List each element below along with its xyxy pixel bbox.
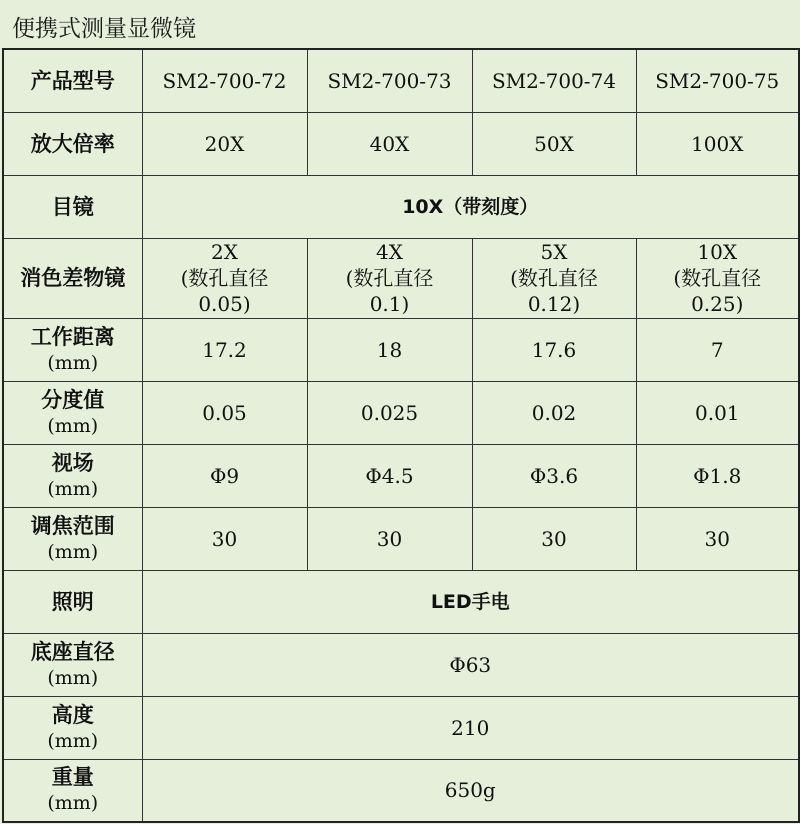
objective-cell	[142, 238, 307, 318]
height-label	[3, 696, 142, 759]
magnification-cell: 100X	[636, 112, 799, 175]
objective-mag: 10X	[697, 240, 738, 264]
model-cell: SM2-700-73	[307, 49, 472, 112]
eyepiece-value: 10X（带刻度）	[142, 175, 799, 238]
field-of-view-cell: Φ3.6	[472, 444, 636, 507]
division-cell: 0.05	[142, 381, 307, 444]
objective-cell	[636, 238, 799, 318]
label-text: 工作距离	[30, 324, 115, 349]
field-of-view-cell: Φ4.5	[307, 444, 472, 507]
row-division	[3, 381, 799, 444]
objective-na: 0.25)	[691, 292, 744, 316]
base-diameter-value: Φ63	[142, 633, 799, 696]
field-of-view-cell: Φ1.8	[636, 444, 799, 507]
model-label: 产品型号	[3, 49, 142, 112]
division-cell: 0.01	[636, 381, 799, 444]
working-distance-cell: 17.2	[142, 318, 307, 381]
division-cell: 0.025	[307, 381, 472, 444]
division-label	[3, 381, 142, 444]
objective-note: (数孔直径	[510, 266, 598, 290]
row-weight	[3, 759, 799, 822]
objective-mag: 4X	[376, 240, 403, 264]
focus-range-cell: 30	[636, 507, 799, 570]
unit-text: (mm)	[47, 351, 99, 374]
row-height	[3, 696, 799, 759]
objective-note: (数孔直径	[180, 266, 269, 290]
magnification-cell: 40X	[307, 112, 472, 175]
objective-mag: 5X	[540, 240, 568, 264]
label-text: 分度值	[41, 387, 105, 412]
focus-range-label	[3, 507, 142, 570]
label-text: 重量	[51, 765, 94, 790]
model-cell: SM2-700-72	[142, 49, 307, 112]
model-cell: SM2-700-75	[636, 49, 799, 112]
focus-range-cell: 30	[472, 507, 636, 570]
focus-range-cell: 30	[307, 507, 472, 570]
unit-text: (mm)	[47, 792, 99, 815]
row-lighting	[3, 570, 799, 633]
division-cell: 0.02	[472, 381, 636, 444]
lighting-value: LED手电	[142, 570, 799, 633]
objective-na: 0.1)	[369, 292, 410, 316]
magnification-cell: 20X	[142, 112, 307, 175]
objective-cell	[472, 238, 636, 318]
row-field-of-view	[3, 444, 799, 507]
objective-note: (数孔直径	[673, 266, 762, 290]
base-diameter-label	[3, 633, 142, 696]
objective-label: 消色差物镜	[3, 238, 142, 318]
height-value: 210	[142, 696, 799, 759]
label-text: 底座直径	[30, 639, 115, 664]
row-objective	[3, 238, 799, 318]
unit-text: (mm)	[47, 666, 99, 689]
row-focus-range	[3, 507, 799, 570]
working-distance-cell: 18	[307, 318, 472, 381]
magnification-cell: 50X	[472, 112, 636, 175]
working-distance-label	[3, 318, 142, 381]
magnification-label: 放大倍率	[3, 112, 142, 175]
spec-table	[2, 48, 800, 823]
objective-na: 0.12)	[527, 292, 581, 316]
weight-value: 650g	[142, 759, 799, 822]
working-distance-cell: 17.6	[472, 318, 636, 381]
field-of-view-label	[3, 444, 142, 507]
row-working-distance	[3, 318, 799, 381]
lighting-label: 照明	[3, 570, 142, 633]
unit-text: (mm)	[47, 540, 99, 563]
label-text: 高度	[51, 702, 94, 727]
objective-na: 0.05)	[198, 292, 251, 316]
unit-text: (mm)	[47, 477, 99, 500]
row-eyepiece	[3, 175, 799, 238]
unit-text: (mm)	[47, 414, 99, 437]
label-text: 调焦范围	[30, 513, 115, 538]
field-of-view-cell: Φ9	[142, 444, 307, 507]
row-magnification	[3, 112, 799, 175]
unit-text: (mm)	[47, 729, 99, 752]
row-base-diameter	[3, 633, 799, 696]
model-cell: SM2-700-74	[472, 49, 636, 112]
focus-range-cell: 30	[142, 507, 307, 570]
page-title: 便携式测量显微镜	[12, 16, 196, 42]
working-distance-cell: 7	[636, 318, 799, 381]
weight-label	[3, 759, 142, 822]
objective-cell	[307, 238, 472, 318]
objective-mag: 2X	[211, 240, 238, 264]
label-text: 视场	[51, 450, 94, 475]
objective-note: (数孔直径	[345, 266, 434, 290]
row-model	[3, 49, 799, 112]
eyepiece-label: 目镜	[3, 175, 142, 238]
